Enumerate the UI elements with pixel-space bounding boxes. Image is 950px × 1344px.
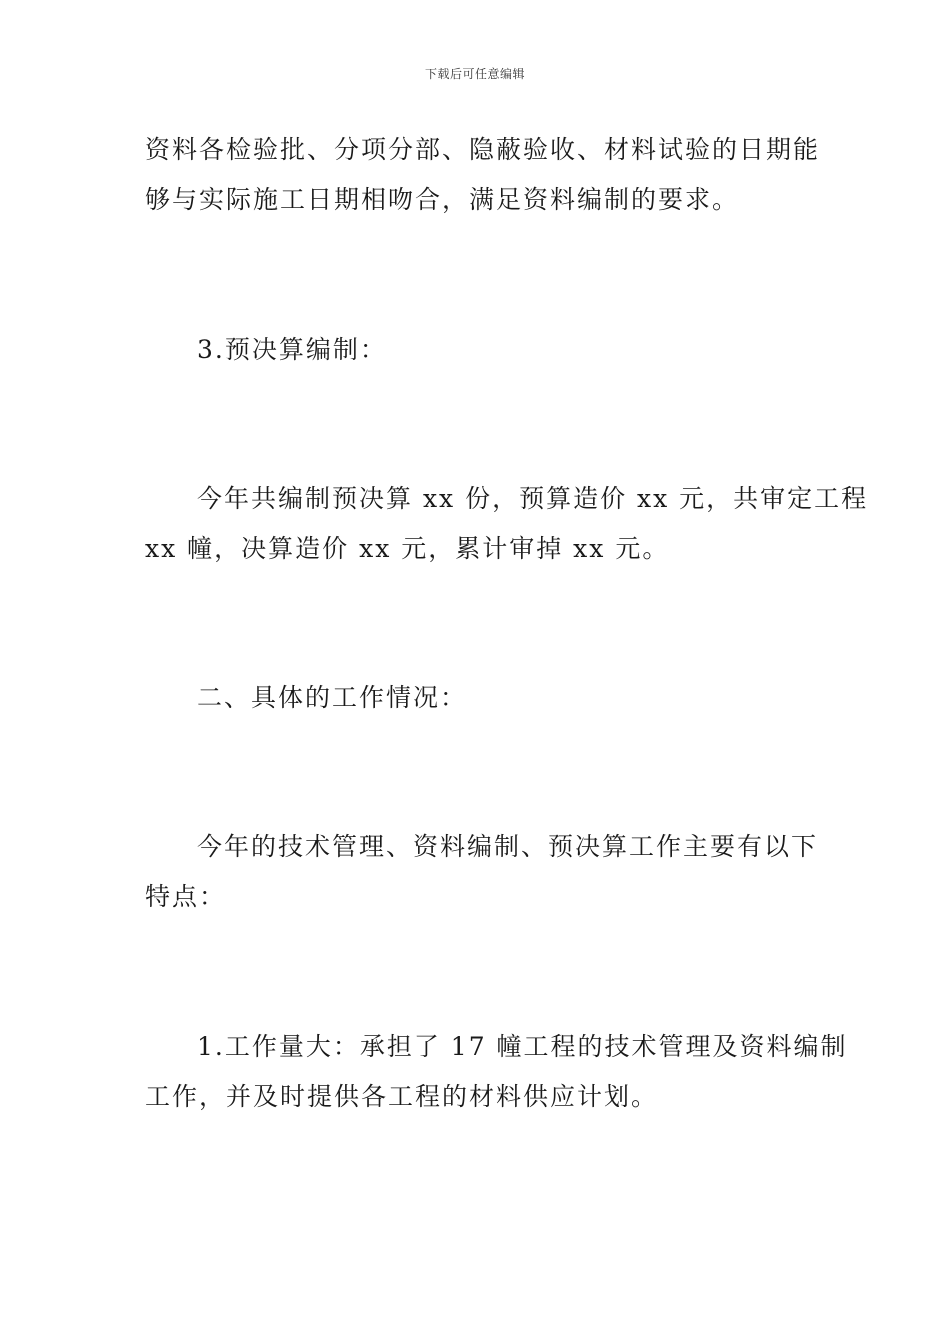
paragraph-line: 够与实际施工日期相吻合，满足资料编制的要求。 [145,185,740,214]
paragraph-work-features [145,822,819,922]
paragraph-line: 3.预决算编制： [197,335,387,364]
paragraph-line: 特点： [145,882,227,911]
paragraph-line: 1.工作量大：承担了 17 幢工程的技术管理及资料编制 [197,1032,848,1061]
paragraph-line: 二、具体的工作情况： [197,683,468,712]
page-header: 下载后可任意编辑 [424,67,525,81]
paragraph-line: 今年的技术管理、资料编制、预决算工作主要有以下 [197,832,819,861]
heading-budget-compilation [145,325,807,375]
paragraph-line: 资料各检验批、分项分部、隐蔽验收、材料试验的日期能 [145,135,821,164]
paragraph-line: xx 幢，决算造价 xx 元，累计审掉 xx 元。 [145,534,670,563]
paragraph-line: 今年共编制预决算 xx 份，预算造价 xx 元，共审定工程 [197,484,869,513]
heading-work-situation [145,673,807,723]
paragraph-line: 工作，并及时提供各工程的材料供应计划。 [145,1082,659,1111]
paragraph-materials-dates [145,125,821,225]
paragraph-workload [145,1022,848,1122]
paragraph-budget-summary [145,474,869,574]
